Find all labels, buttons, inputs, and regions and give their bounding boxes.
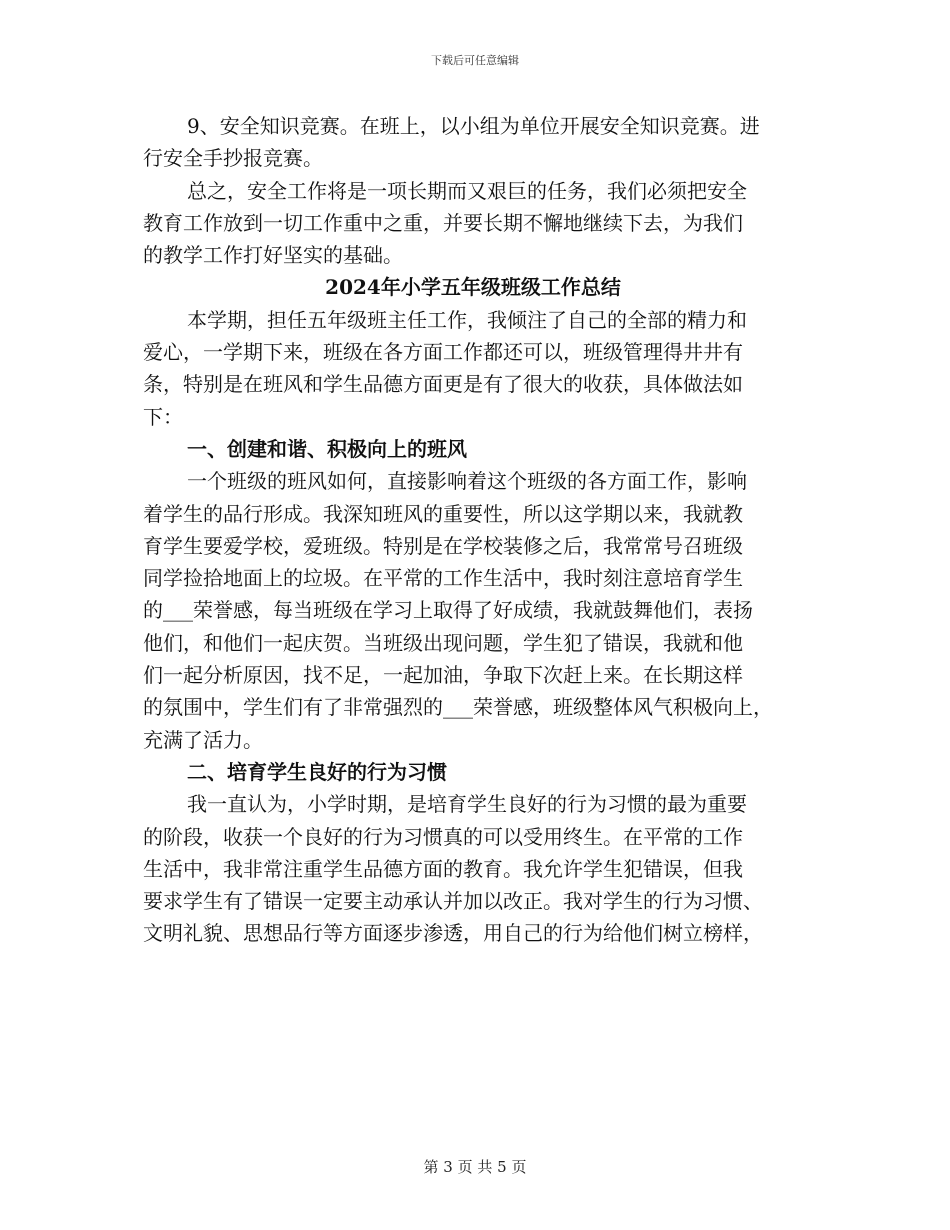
page-number-footer: 第 3 页 共 5 页 [423, 1158, 527, 1176]
paragraph-line: 下： [143, 404, 183, 429]
paragraph-line: 的氛围中，学生们有了非常强烈的___荣誉感，班级整体风气积极向上， [143, 695, 773, 720]
paragraph-line: 教育工作放到一切工作重中之重，并要长期不懈地继续下去，为我们 [143, 210, 743, 235]
paragraph-line: 的教学工作打好坚实的基础。 [143, 243, 403, 268]
section-heading: 一、创建和谐、积极向上的班风 [187, 436, 467, 461]
paragraph-line: 要求学生有了错误一定要主动承认并加以改正。我对学生的行为习惯、 [143, 889, 763, 914]
section-heading: 二、培育学生良好的行为习惯 [187, 759, 447, 784]
paragraph-line: 一个班级的班风如何，直接影响着这个班级的各方面工作，影响 [187, 469, 747, 494]
paragraph-line: 他们，和他们一起庆贺。当班级出现问题，学生犯了错误，我就和他 [143, 630, 743, 655]
page-header-note: 下载后可任意编辑 [431, 54, 519, 67]
paragraph-line: 文明礼貌、思想品行等方面逐步渗透，用自己的行为给他们树立榜样， [143, 921, 763, 946]
paragraph-line: 们一起分析原因，找不足，一起加油，争取下次赶上来。在长期这样 [143, 663, 743, 688]
paragraph-line: 9、安全知识竞赛。在班上，以小组为单位开展安全知识竞赛。进 [187, 114, 760, 138]
paragraph-line: 同学捡拾地面上的垃圾。在平常的工作生活中，我时刻注意培育学生 [143, 566, 743, 591]
paragraph-line: 我一直认为，小学时期，是培育学生良好的行为习惯的最为重要 [187, 792, 747, 817]
document-body [143, 110, 803, 950]
paragraph-line: 育学生要爱学校，爱班级。特别是在学校装修之后，我常常号召班级 [143, 533, 743, 558]
paragraph-line: 的___荣誉感，每当班级在学习上取得了好成绩，我就鼓舞他们，表扬 [143, 598, 753, 623]
paragraph-line: 充满了活力。 [143, 727, 263, 752]
paragraph-line: 条，特别是在班风和学生品德方面更是有了很大的收获，具体做法如 [143, 372, 743, 397]
paragraph-line: 着学生的品行形成。我深知班风的重要性，所以这学期以来，我就教 [143, 501, 743, 526]
paragraph-line: 的阶段，收获一个良好的行为习惯真的可以受用终生。在平常的工作 [143, 824, 743, 849]
paragraph-line: 行安全手抄报竞赛。 [143, 146, 323, 171]
paragraph-line: 爱心，一学期下来，班级在各方面工作都还可以，班级管理得井井有 [143, 340, 743, 365]
paragraph-line: 本学期，担任五年级班主任工作，我倾注了自己的全部的精力和 [187, 307, 747, 332]
paragraph-line: 总之，安全工作将是一项长期而又艰巨的任务，我们必须把安全 [187, 178, 747, 203]
paragraph-line: 生活中，我非常注重学生品德方面的教育。我允许学生犯错误，但我 [143, 856, 743, 881]
document-title: 2024年小学五年级班级工作总结 [325, 275, 621, 300]
